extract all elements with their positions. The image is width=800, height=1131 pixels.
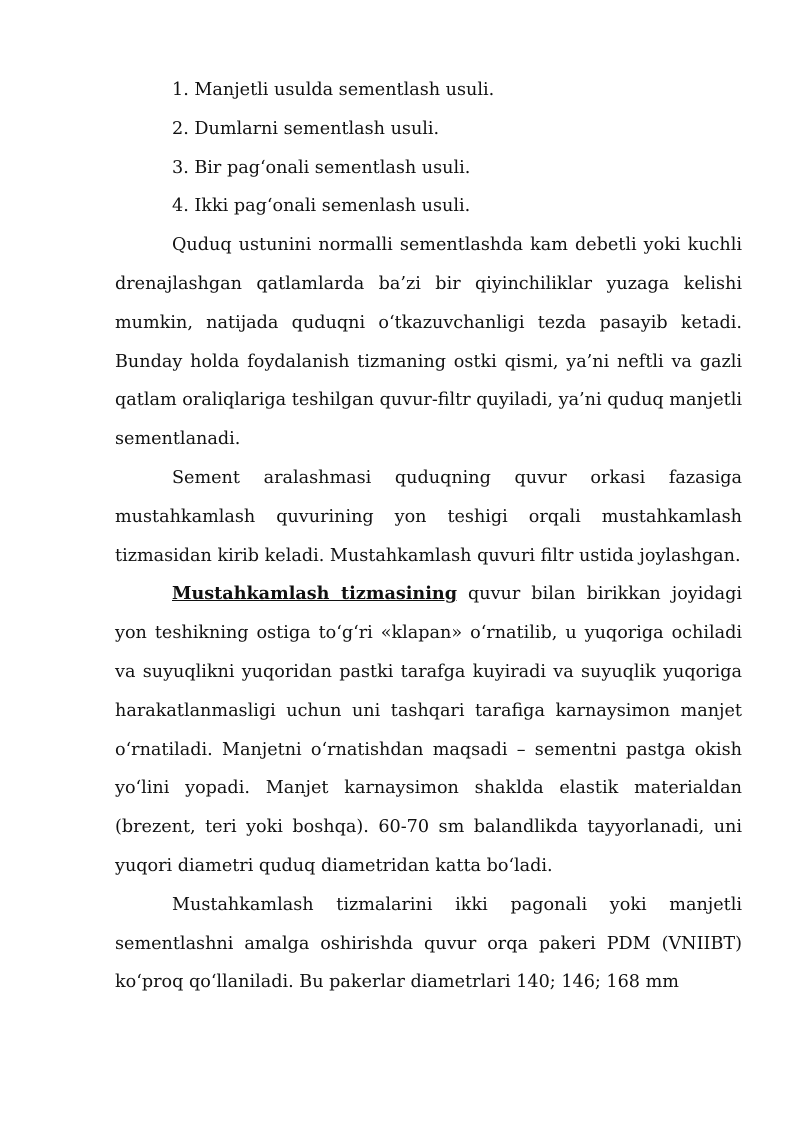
emphasized-term: Mustahkamlash tizmasining: [172, 583, 457, 605]
paragraph-packers: Mustahkamlash tizmalarini ikki pagonali yoki manjetli sementlashni amalga oshirishda quvur orqa pakeri PDM (VNIIBT) ko‘proq qo‘llaniladi. Bu pakerlar diametrlari 140; 146; 168 mm: [115, 894, 742, 993]
list-item-1: 1. Manjetli usulda sementlash usuli.: [172, 80, 495, 100]
list-item-3: 3. Bir pag‘onali sementlash usuli.: [172, 157, 471, 178]
paragraph-normal-cementing: Quduq ustunini normalli sementlashda kam debetli yoki kuchli drenajlashgan qatlamlarda ba’zi bir qiyinchiliklar yuzaga kelishi mumkin, natijada quduqni o‘tkazuvchanligi tezda pasayib ketadi. Bunday holda foydalanish tizmaning ostki qismi, ya’ni neftli va gazli qatlam oraliqlariga teshilgan quvur-filtr quyiladi, ya’ni quduq manjetli sementlanadi.: [115, 235, 742, 450]
paragraph-cement-mixture: Sement aralashmasi quduqning quvur orkasi fazasiga mustahkamlash quvurining yon teshigi orqali mustahkamlash tizmasidan kirib keladi. Mustahkamlash quvuri filtr ustida joylashgan.: [115, 467, 742, 566]
list-item-4: 4. Ikki pag‘onali semenlash usuli.: [172, 196, 471, 217]
list-item-2: 2. Dumlarni sementlash usuli.: [172, 118, 440, 139]
paragraph-casing-string: [115, 575, 742, 885]
paragraph-casing-string-text: quvur bilan birikkan joyidagi yon teshikning ostiga to‘g‘ri «klapan» o‘rnatilib, u yuqoriga ochiladi va suyuqlikni yuqoridan pastki tarafga kuyiradi va suyuqlik yuqoriga harakatlanmasligi uchun uni tashqari tarafiga karnaysimon manjet o‘rnatiladi. Manjetni o‘rnatishdan maqsadi – sementni pastga okish yo‘lini yopadi. Manjet karnaysimon shaklda elastik materialdan (brezent, teri yoki boshqa). 60-70 sm balandlikda tayyorlanadi, uni yuqori diametri quduq diametridan katta bo‘ladi.: [115, 584, 742, 876]
document-body: [115, 71, 742, 1002]
